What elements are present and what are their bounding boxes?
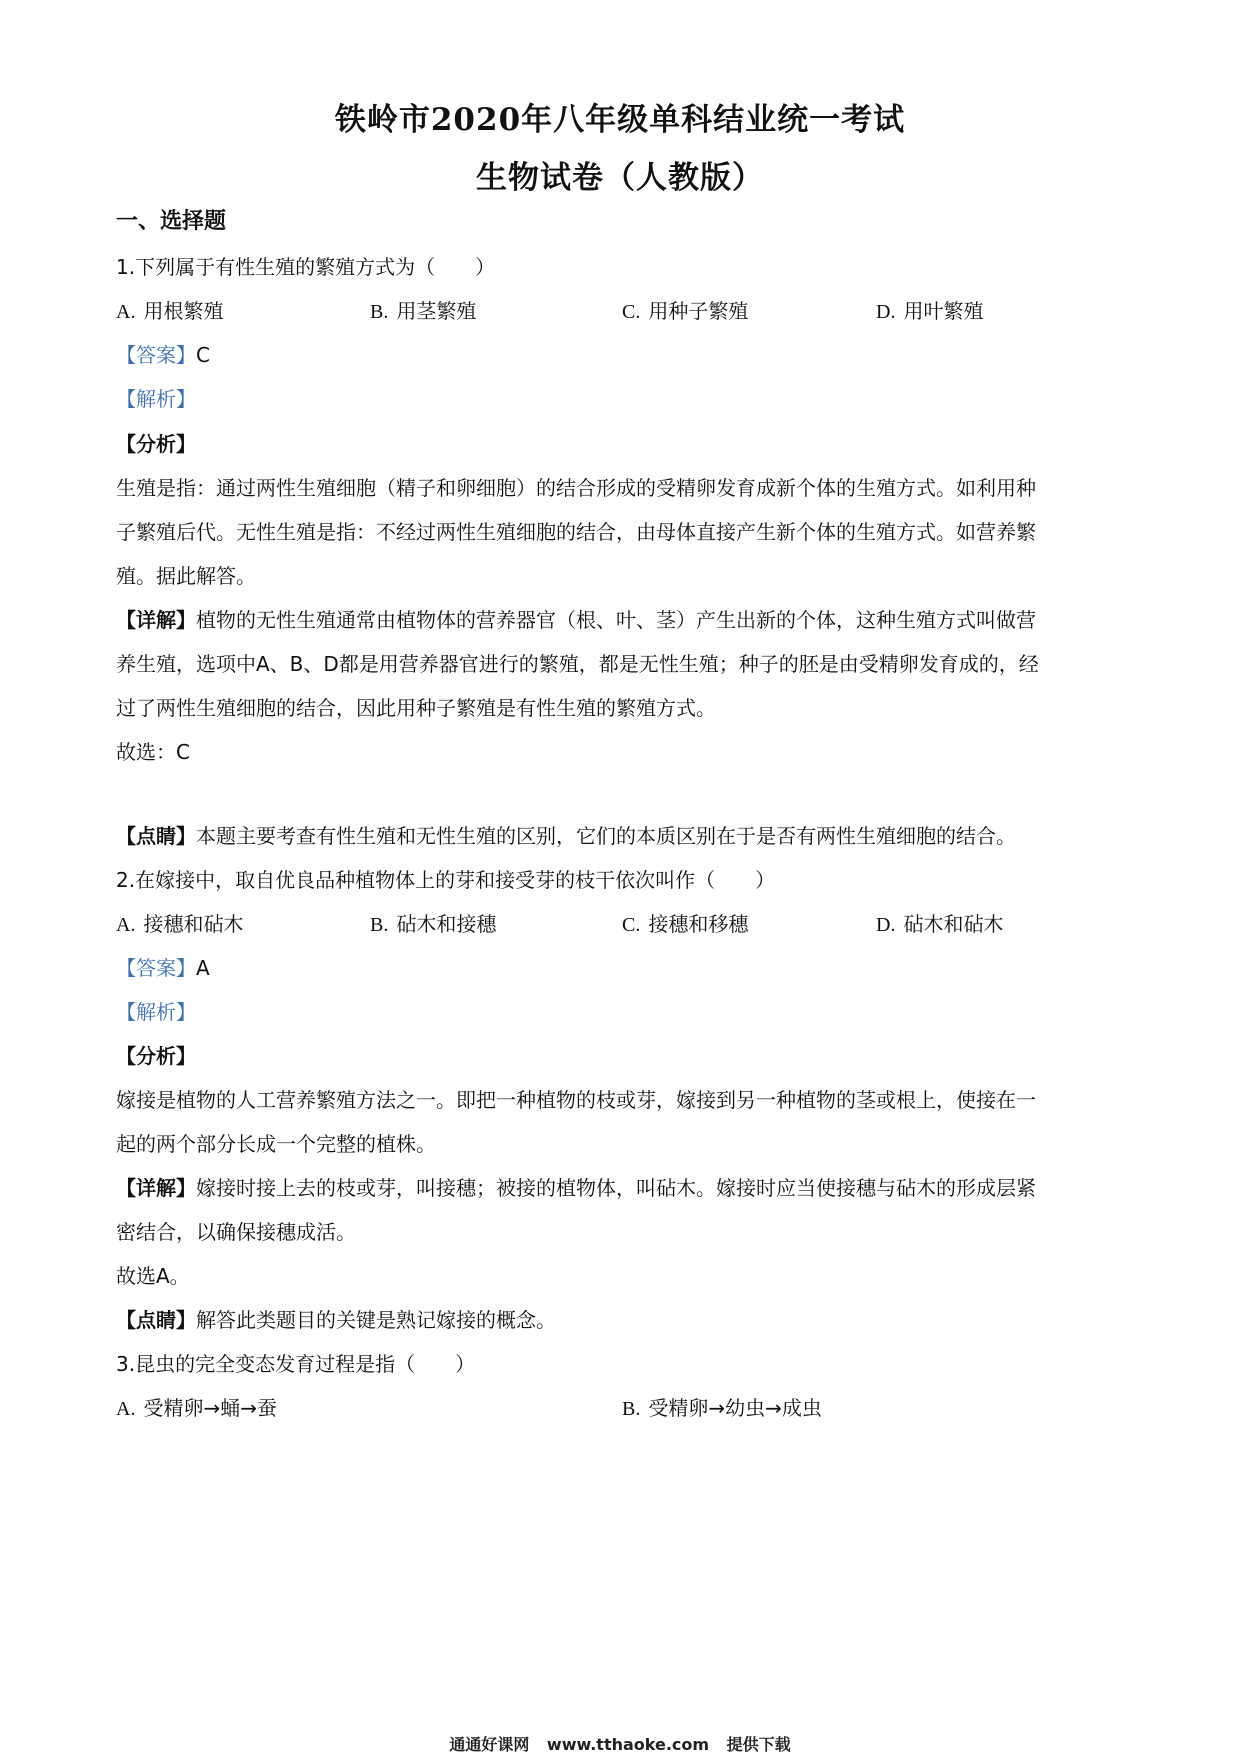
q1-fenxi-label: 【分析】: [116, 432, 196, 456]
q1-fenxi-line: 生殖是指：通过两性生殖细胞（精子和卵细胞）的结合形成的受精卵发育成新个体的生殖方式。如利用种: [116, 476, 1036, 500]
q1-dianjing: 【点睛】本题主要考查有性生殖和无性生殖的区别，它们的本质区别在于是否有两性生殖细胞的结合。: [116, 824, 1016, 848]
question-3-stem: 3.昆虫的完全变态发育过程是指（ ）: [116, 1352, 476, 1376]
question-1-stem: 1.下列属于有性生殖的繁殖方式为（ ）: [116, 255, 496, 279]
q1-option-b: B. 用茎繁殖: [370, 299, 477, 323]
q3-option-b: B. 受精卵→幼虫→成虫: [622, 1396, 822, 1420]
section-heading: 一、选择题: [116, 209, 227, 234]
q2-xiangjie-line: 密结合，以确保接穗成活。: [116, 1220, 356, 1244]
q2-fenxi-line: 起的两个部分长成一个完整的植株。: [116, 1132, 436, 1156]
document-title: 铁岭市2020年八年级单科结业统一考试: [334, 102, 906, 138]
q1-xiangjie-line: 养生殖，选项中A、B、D都是用营养器官进行的繁殖，都是无性生殖；种子的胚是由受精卵发育成的，经: [116, 652, 1039, 676]
q1-answer: 【答案】C: [116, 343, 210, 367]
q2-fenxi-label: 【分析】: [116, 1044, 196, 1068]
q2-jiexi-label: 【解析】: [116, 1000, 196, 1024]
q1-option-a: A. 用根繁殖: [116, 299, 224, 323]
q1-xiangjie-line: 过了两性生殖细胞的结合，因此用种子繁殖是有性生殖的繁殖方式。: [116, 696, 716, 720]
document-subtitle: 生物试卷（人教版）: [476, 160, 764, 196]
q3-option-a: A. 受精卵→蛹→蚕: [116, 1396, 277, 1420]
q2-option-d: D. 砧木和砧木: [876, 912, 1004, 936]
q1-jiexi-label: 【解析】: [116, 387, 196, 411]
q2-option-b: B. 砧木和接穗: [370, 912, 497, 936]
q2-option-c: C. 接穗和移穗: [622, 912, 749, 936]
q1-conclusion: 故选：C: [116, 740, 190, 764]
footer-suffix: 提供下载: [726, 1735, 791, 1754]
footer-url[interactable]: www.tthaoke.com: [546, 1735, 710, 1754]
q2-dianjing: 【点睛】解答此类题目的关键是熟记嫁接的概念。: [116, 1308, 556, 1332]
question-2-stem: 2.在嫁接中，取自优良品种植物体上的芽和接受芽的枝干依次叫作（ ）: [116, 868, 776, 892]
q1-option-d: D. 用叶繁殖: [876, 299, 984, 323]
q2-fenxi-line: 嫁接是植物的人工营养繁殖方法之一。即把一种植物的枝或芽，嫁接到另一种植物的茎或根上，使接在一: [116, 1088, 1036, 1112]
page-footer: [0, 1732, 1240, 1755]
q1-fenxi-line: 子繁殖后代。无性生殖是指：不经过两性生殖细胞的结合，由母体直接产生新个体的生殖方式。如营养繁: [116, 520, 1036, 544]
footer-site-name: 通通好课网: [449, 1735, 530, 1754]
q1-xiangjie: 【详解】植物的无性生殖通常由植物体的营养器官（根、叶、茎）产生出新的个体，这种生殖方式叫做营: [116, 608, 1036, 632]
q2-conclusion: 故选A。: [116, 1264, 190, 1288]
q1-fenxi-line: 殖。据此解答。: [116, 564, 256, 588]
q2-xiangjie: 【详解】嫁接时接上去的枝或芽，叫接穗；被接的植物体，叫砧木。嫁接时应当使接穗与砧木的形成层紧: [116, 1176, 1036, 1200]
q2-option-a: A. 接穗和砧木: [116, 912, 244, 936]
q1-option-c: C. 用种子繁殖: [622, 299, 749, 323]
q2-answer: 【答案】A: [116, 956, 210, 980]
